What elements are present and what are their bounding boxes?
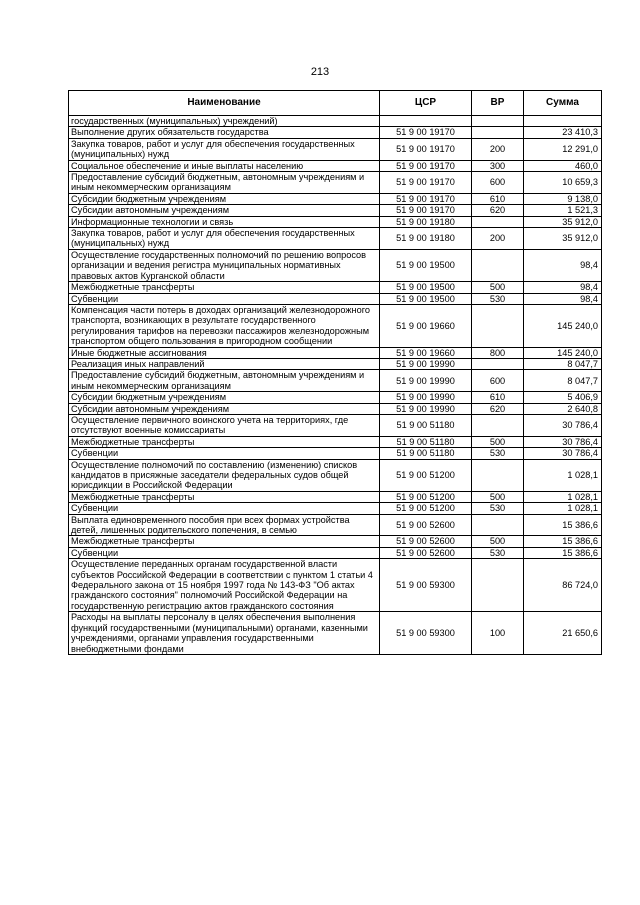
cell-csr: 51 9 00 19660 xyxy=(380,304,472,347)
cell-sum: 460,0 xyxy=(524,160,602,171)
cell-sum: 30 786,4 xyxy=(524,414,602,436)
cell-csr: 51 9 00 59300 xyxy=(380,612,472,655)
table-row xyxy=(69,436,602,447)
cell-csr: 51 9 00 19990 xyxy=(380,392,472,403)
cell-name: Межбюджетные трансферты xyxy=(69,282,380,293)
cell-csr: 51 9 00 19990 xyxy=(380,358,472,369)
cell-csr: 51 9 00 19170 xyxy=(380,127,472,138)
cell-csr: 51 9 00 52600 xyxy=(380,536,472,547)
cell-vr: 800 xyxy=(472,347,524,358)
cell-vr: 610 xyxy=(472,193,524,204)
cell-vr xyxy=(472,514,524,536)
table-row xyxy=(69,216,602,227)
table-row xyxy=(69,403,602,414)
table-row xyxy=(69,138,602,160)
cell-vr: 300 xyxy=(472,160,524,171)
cell-vr: 620 xyxy=(472,403,524,414)
cell-sum: 98,4 xyxy=(524,282,602,293)
cell-vr xyxy=(472,127,524,138)
cell-name: Выплата единовременного пособия при всех формах устройства детей, лишенных родительского попечения, в семью xyxy=(69,514,380,536)
cell-csr: 51 9 00 52600 xyxy=(380,547,472,558)
table-row xyxy=(69,448,602,459)
cell-vr xyxy=(472,249,524,281)
cell-csr: 51 9 00 19990 xyxy=(380,370,472,392)
cell-csr xyxy=(380,116,472,127)
cell-sum: 30 786,4 xyxy=(524,448,602,459)
cell-sum: 15 386,6 xyxy=(524,514,602,536)
cell-name: Реализация иных направлений xyxy=(69,358,380,369)
cell-vr xyxy=(472,414,524,436)
cell-sum: 145 240,0 xyxy=(524,304,602,347)
table-row xyxy=(69,116,602,127)
cell-sum: 5 406,9 xyxy=(524,392,602,403)
cell-vr xyxy=(472,358,524,369)
cell-csr: 51 9 00 19170 xyxy=(380,138,472,160)
cell-sum: 35 912,0 xyxy=(524,228,602,250)
cell-vr: 600 xyxy=(472,172,524,194)
cell-vr xyxy=(472,216,524,227)
cell-csr: 51 9 00 59300 xyxy=(380,559,472,612)
cell-sum: 35 912,0 xyxy=(524,216,602,227)
cell-sum: 145 240,0 xyxy=(524,347,602,358)
cell-sum: 2 640,8 xyxy=(524,403,602,414)
cell-csr: 51 9 00 51200 xyxy=(380,459,472,491)
cell-name: Информационные технологии и связь xyxy=(69,216,380,227)
cell-csr: 51 9 00 19180 xyxy=(380,216,472,227)
table-body xyxy=(69,116,602,655)
cell-name: Осуществление полномочий по составлению (изменению) списков кандидатов в присяжные заседатели федеральных судов общей юрисдикции в Российской Федерации xyxy=(69,459,380,491)
cell-sum: 98,4 xyxy=(524,249,602,281)
cell-name: Субвенции xyxy=(69,448,380,459)
cell-name: Закупка товаров, работ и услуг для обеспечения государственных (муниципальных) нужд xyxy=(69,138,380,160)
cell-vr: 530 xyxy=(472,293,524,304)
cell-sum: 30 786,4 xyxy=(524,436,602,447)
cell-csr: 51 9 00 19990 xyxy=(380,403,472,414)
cell-csr: 51 9 00 19500 xyxy=(380,282,472,293)
cell-vr: 500 xyxy=(472,536,524,547)
table-row xyxy=(69,459,602,491)
table-row xyxy=(69,392,602,403)
cell-sum: 15 386,6 xyxy=(524,536,602,547)
cell-vr: 100 xyxy=(472,612,524,655)
cell-vr xyxy=(472,304,524,347)
cell-sum: 86 724,0 xyxy=(524,559,602,612)
cell-name: государственных (муниципальных) учреждений) xyxy=(69,116,380,127)
table-row xyxy=(69,293,602,304)
table-row xyxy=(69,347,602,358)
table-header-row xyxy=(69,91,602,116)
table-row xyxy=(69,282,602,293)
cell-sum: 1 521,3 xyxy=(524,205,602,216)
table-row xyxy=(69,559,602,612)
cell-csr: 51 9 00 51180 xyxy=(380,448,472,459)
cell-csr: 51 9 00 19660 xyxy=(380,347,472,358)
cell-csr: 51 9 00 19170 xyxy=(380,160,472,171)
cell-csr: 51 9 00 19180 xyxy=(380,228,472,250)
cell-vr: 530 xyxy=(472,448,524,459)
cell-csr: 51 9 00 19170 xyxy=(380,193,472,204)
cell-name: Осуществление первичного воинского учета на территориях, где отсутствуют военные комиссариаты xyxy=(69,414,380,436)
table-row xyxy=(69,414,602,436)
cell-csr: 51 9 00 51180 xyxy=(380,436,472,447)
cell-name: Предоставление субсидий бюджетным, автономным учреждениям и иным некоммерческим организациям xyxy=(69,370,380,392)
cell-vr: 530 xyxy=(472,503,524,514)
cell-sum: 15 386,6 xyxy=(524,547,602,558)
cell-csr: 51 9 00 51200 xyxy=(380,491,472,502)
cell-name: Субсидии бюджетным учреждениям xyxy=(69,193,380,204)
table-row xyxy=(69,514,602,536)
cell-vr xyxy=(472,559,524,612)
cell-sum: 8 047,7 xyxy=(524,370,602,392)
cell-name: Субвенции xyxy=(69,293,380,304)
cell-sum xyxy=(524,116,602,127)
table-row xyxy=(69,547,602,558)
cell-vr: 500 xyxy=(472,491,524,502)
cell-sum: 1 028,1 xyxy=(524,459,602,491)
cell-name: Осуществление государственных полномочий по решению вопросов организации и ведения регистра муниципальных нормативных правовых актов Курганской области xyxy=(69,249,380,281)
header-vr: ВР xyxy=(472,91,524,116)
cell-vr: 200 xyxy=(472,228,524,250)
table-row xyxy=(69,172,602,194)
cell-name: Выполнение других обязательств государства xyxy=(69,127,380,138)
cell-vr: 500 xyxy=(472,282,524,293)
cell-name: Субсидии бюджетным учреждениям xyxy=(69,392,380,403)
cell-vr: 620 xyxy=(472,205,524,216)
cell-csr: 51 9 00 19500 xyxy=(380,293,472,304)
header-csr: ЦСР xyxy=(380,91,472,116)
cell-vr xyxy=(472,116,524,127)
cell-sum: 21 650,6 xyxy=(524,612,602,655)
cell-name: Социальное обеспечение и иные выплаты населению xyxy=(69,160,380,171)
table-row xyxy=(69,127,602,138)
cell-sum: 8 047,7 xyxy=(524,358,602,369)
table-row xyxy=(69,228,602,250)
cell-name: Иные бюджетные ассигнования xyxy=(69,347,380,358)
cell-sum: 12 291,0 xyxy=(524,138,602,160)
cell-sum: 10 659,3 xyxy=(524,172,602,194)
cell-csr: 51 9 00 52600 xyxy=(380,514,472,536)
table-row xyxy=(69,358,602,369)
cell-sum: 1 028,1 xyxy=(524,503,602,514)
page-number: 213 xyxy=(310,66,330,78)
table-row xyxy=(69,370,602,392)
cell-name: Предоставление субсидий бюджетным, автономным учреждениям и иным некоммерческим организациям xyxy=(69,172,380,194)
table-row xyxy=(69,503,602,514)
cell-name: Межбюджетные трансферты xyxy=(69,491,380,502)
table-row xyxy=(69,249,602,281)
header-name: Наименование xyxy=(69,91,380,116)
cell-name: Расходы на выплаты персоналу в целях обеспечения выполнения функций государственными (муниципальными) органами, казенными учреждениями, органами управления государственными внебюджетными фондами xyxy=(69,612,380,655)
table-row xyxy=(69,612,602,655)
cell-vr: 610 xyxy=(472,392,524,403)
table-row xyxy=(69,160,602,171)
cell-name: Закупка товаров, работ и услуг для обеспечения государственных (муниципальных) нужд xyxy=(69,228,380,250)
cell-name: Компенсация части потерь в доходах организаций железнодорожного транспорта, возникающих в результате государственного регулирования тарифов на перевозки пассажиров железнодорожным транспортом общего пользования в пригородном сообщении xyxy=(69,304,380,347)
cell-sum: 1 028,1 xyxy=(524,491,602,502)
cell-name: Субсидии автономным учреждениям xyxy=(69,403,380,414)
cell-vr: 500 xyxy=(472,436,524,447)
header-sum: Сумма xyxy=(524,91,602,116)
cell-name: Субвенции xyxy=(69,547,380,558)
cell-vr: 200 xyxy=(472,138,524,160)
cell-sum: 98,4 xyxy=(524,293,602,304)
table-row xyxy=(69,304,602,347)
cell-name: Субсидии автономным учреждениям xyxy=(69,205,380,216)
cell-csr: 51 9 00 19170 xyxy=(380,172,472,194)
cell-sum: 9 138,0 xyxy=(524,193,602,204)
cell-vr: 530 xyxy=(472,547,524,558)
cell-name: Межбюджетные трансферты xyxy=(69,536,380,547)
budget-table xyxy=(68,90,602,655)
cell-sum: 23 410,3 xyxy=(524,127,602,138)
table-row xyxy=(69,205,602,216)
cell-vr xyxy=(472,459,524,491)
cell-name: Межбюджетные трансферты xyxy=(69,436,380,447)
cell-vr: 600 xyxy=(472,370,524,392)
cell-name: Осуществление переданных органам государственной власти субъектов Российской Федерации в соответствии с пунктом 1 статьи 4 Федерального закона от 15 ноября 1997 года № 143-ФЗ "Об актах гражданского состояния" полномочий Российской Федерации на государственную регистрацию актов гражданского состояния xyxy=(69,559,380,612)
cell-csr: 51 9 00 19500 xyxy=(380,249,472,281)
table-row xyxy=(69,193,602,204)
cell-csr: 51 9 00 51200 xyxy=(380,503,472,514)
cell-csr: 51 9 00 51180 xyxy=(380,414,472,436)
table-row xyxy=(69,491,602,502)
cell-name: Субвенции xyxy=(69,503,380,514)
table-row xyxy=(69,536,602,547)
cell-csr: 51 9 00 19170 xyxy=(380,205,472,216)
